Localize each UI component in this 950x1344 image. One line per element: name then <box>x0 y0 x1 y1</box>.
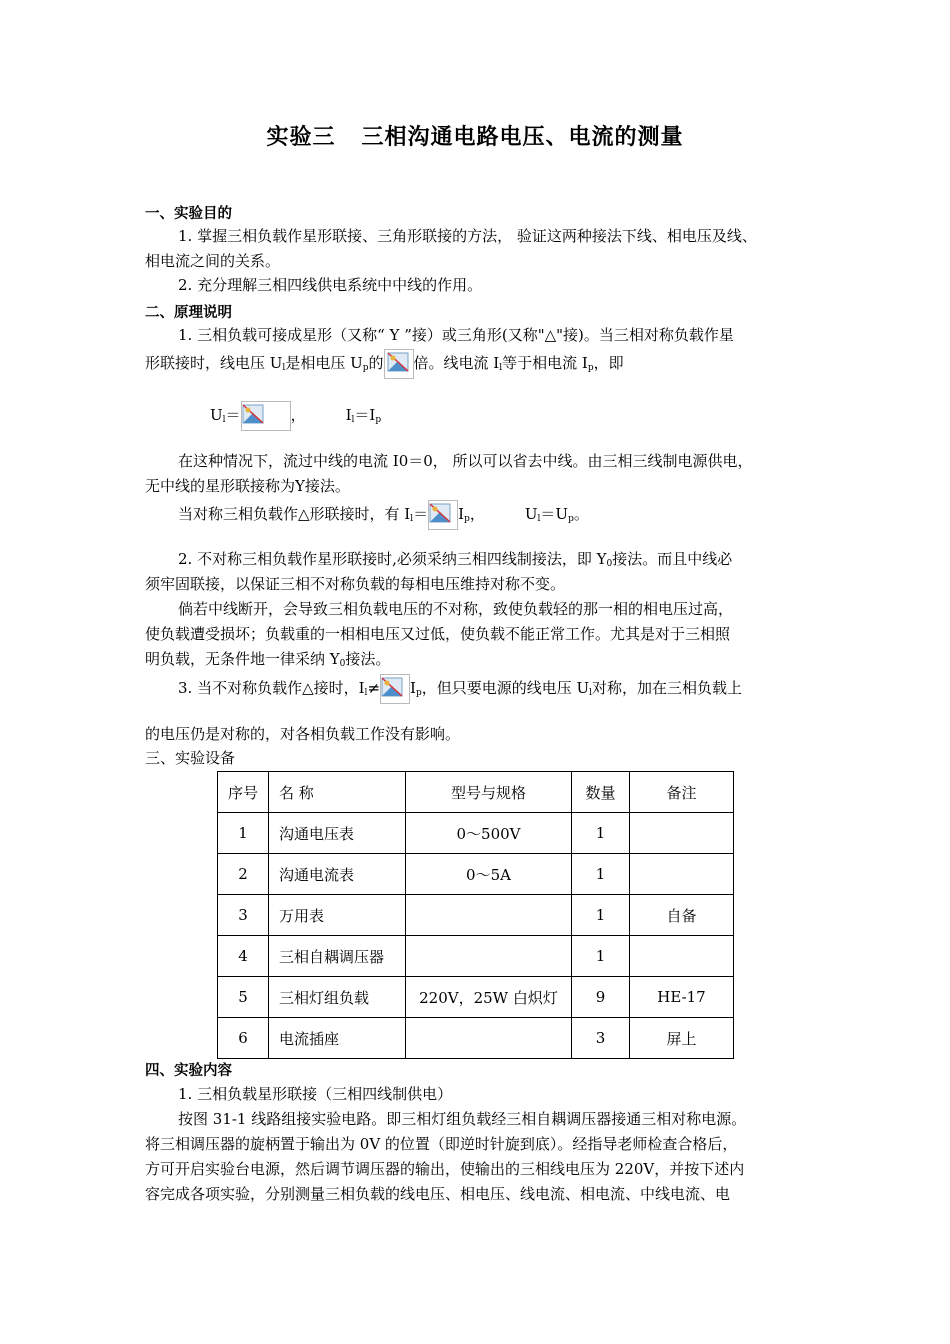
paragraph: 3. 当不对称负载作△接时，$I_l\ne$ $I_p$，但只要电源的线电压 $U_l$对称，加在三相负载上 <box>145 674 858 706</box>
table-cell: 0～500V <box>406 813 572 854</box>
table-cell: 电流插座 <box>269 1018 406 1059</box>
equation-line: $U_l=$ ， $I_l=I_p$ <box>210 401 890 433</box>
table-cell: 屏上 <box>630 1018 734 1059</box>
paragraph: 在这种情况下，流过中线的电流 I0＝0， 所以可以省去中线。由三相三线制电源供电， <box>178 452 753 470</box>
paragraph: 1. 掌握三相负载作星形联接、三角形联接的方法， 验证这两种接法下线、相电压及线、 <box>178 227 757 245</box>
table-cell <box>406 895 572 936</box>
table-cell: 6 <box>218 1018 269 1059</box>
paragraph: 1. 三相负载星形联接（三相四线制供电） <box>178 1085 453 1103</box>
table-cell: 1 <box>572 936 630 977</box>
table-cell <box>630 936 734 977</box>
table-header-cell: 型号与规格 <box>406 772 572 813</box>
section-heading-principle: 二、原理说明 <box>145 305 232 321</box>
table-cell: 1 <box>572 895 630 936</box>
table-cell <box>406 936 572 977</box>
table-cell: 3 <box>218 895 269 936</box>
section-heading-purpose: 一、实验目的 <box>145 206 232 222</box>
table-cell: 沟通电流表 <box>269 854 406 895</box>
table-cell: 5 <box>218 977 269 1018</box>
paragraph: 2. 充分理解三相四线供电系统中中线的作用。 <box>178 276 483 294</box>
broken-image-icon <box>380 674 410 704</box>
paragraph: 明负载，无条件地一律采纳 $Y_0$接法。 <box>145 650 391 669</box>
table-cell: 3 <box>572 1018 630 1059</box>
table-cell <box>630 813 734 854</box>
title-experiment-number: 实验三 <box>266 125 336 150</box>
title-text: 三相沟通电路电压、电流的测量 <box>361 125 684 150</box>
table-cell: 三相灯组负载 <box>269 977 406 1018</box>
table-cell: 0～5A <box>406 854 572 895</box>
table-cell: 1 <box>572 813 630 854</box>
paragraph: 须牢固联接，以保证三相不对称负载的每相电压维持对称不变。 <box>145 575 566 593</box>
table-cell: 1 <box>218 813 269 854</box>
table-cell: 沟通电压表 <box>269 813 406 854</box>
table-row <box>218 895 734 936</box>
table-cell: HE-17 <box>630 977 734 1018</box>
paragraph: 倘若中线断开，会导致三相负载电压的不对称，致使负载轻的那一相的相电压过高， <box>178 600 734 618</box>
paragraph: 无中线的星形联接称为Y接法。 <box>145 477 350 495</box>
table-cell: 三相自耦调压器 <box>269 936 406 977</box>
table-header-cell: 序号 <box>218 772 269 813</box>
paragraph: 形联接时，线电压 $U_l$是相电压 $U_p$的 倍。线电流 $I_l$等于相电流 $I_p$，即 <box>145 349 825 381</box>
table-header-cell: 备注 <box>630 772 734 813</box>
paragraph: 容完成各项实验，分别测量三相负载的线电压、相电压、线电流、相电流、中线电流、电 <box>145 1185 731 1203</box>
section-heading-content: 四、实验内容 <box>145 1063 232 1079</box>
paragraph: 方可开启实验台电源，然后调节调压器的输出，使输出的三相线电压为 220V，并按下述内 <box>145 1160 745 1178</box>
table-cell: 9 <box>572 977 630 1018</box>
table-cell <box>406 1018 572 1059</box>
table-cell <box>630 854 734 895</box>
table-header-cell: 数量 <box>572 772 630 813</box>
paragraph: 1. 三相负载可接成星形（又称“ Y ”接）或三角形(又称"△"接)。当三相对称负载作星 <box>178 326 734 344</box>
table-cell: 万用表 <box>269 895 406 936</box>
table-row <box>218 813 734 854</box>
equipment-table <box>217 771 734 1059</box>
paragraph: 相电流之间的关系。 <box>145 252 281 270</box>
section-heading-equipment: 三、实验设备 <box>145 749 236 767</box>
paragraph: 按图 31-1 线路组接实验电路。即三相灯组负载经三相自耦调压器接通三相对称电源。 <box>178 1110 747 1128</box>
paragraph: 2. 不对称三相负载作星形联接时,必须采纳三相四线制接法，即 $Y_0$接法。而且中线必 <box>178 550 733 569</box>
table-cell: 4 <box>218 936 269 977</box>
paragraph: 的电压仍是对称的，对各相负载工作没有影响。 <box>145 725 461 743</box>
table-header-row <box>218 772 734 813</box>
table-cell: 自备 <box>630 895 734 936</box>
table-cell: 2 <box>218 854 269 895</box>
broken-image-icon <box>428 500 458 530</box>
paragraph: 将三相调压器的旋柄置于输出为 0V 的位置（即逆时针旋到底）。经指导老师检查合格后， <box>145 1135 738 1153</box>
broken-image-icon <box>241 401 291 431</box>
table-cell: 1 <box>572 854 630 895</box>
table-row <box>218 854 734 895</box>
table-row <box>218 977 734 1018</box>
table-header-cell: 名 称 <box>269 772 406 813</box>
page-title <box>0 120 950 151</box>
table-cell: 220V，25W 白炽灯 <box>406 977 572 1018</box>
paragraph: 使负载遭受损坏；负载重的一相相电压又过低，使负载不能正常工作。尤其是对于三相照 <box>145 625 731 643</box>
table-row <box>218 1018 734 1059</box>
paragraph: 当对称三相负载作△形联接时，有 $I_l=$ $I_p$， $U_l=U_p$。 <box>145 500 858 532</box>
broken-image-icon <box>384 349 414 379</box>
table-row <box>218 936 734 977</box>
